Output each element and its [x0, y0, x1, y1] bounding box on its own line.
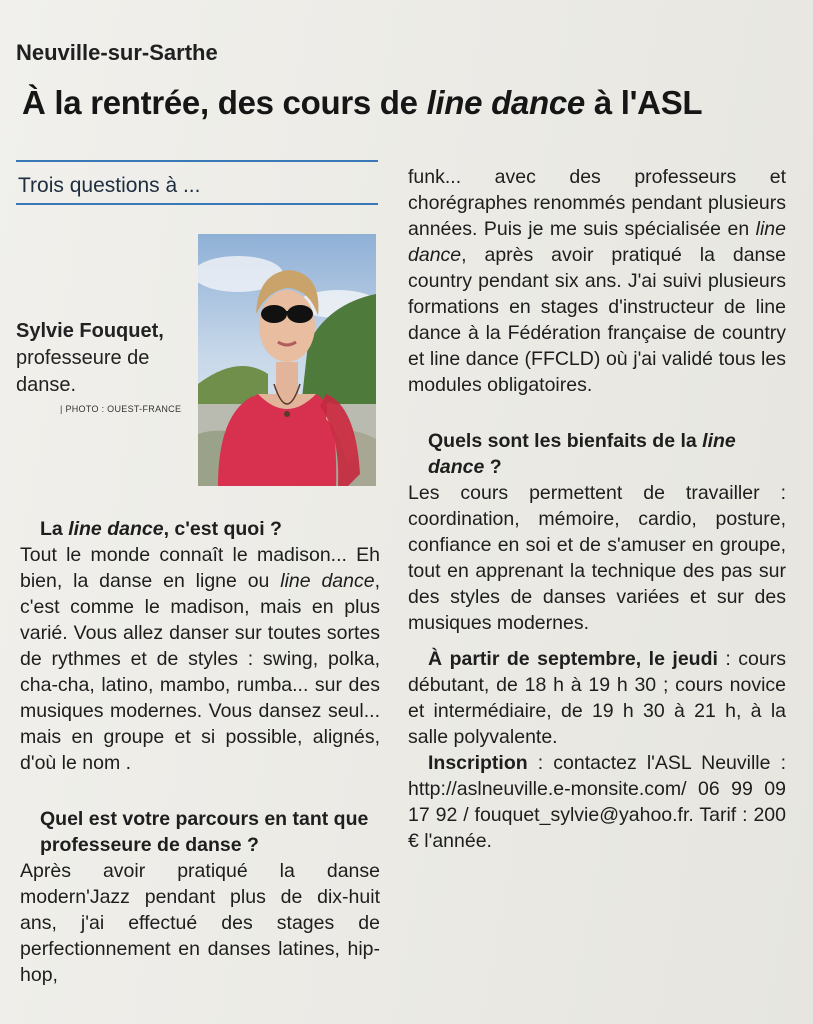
answer-1: [20, 542, 380, 776]
inscription-label: Inscription: [428, 752, 528, 774]
answer-2-italic: line dance: [408, 218, 786, 266]
portrait-photo: [198, 234, 376, 486]
schedule-text: : cours débutant, de 18 h à 19 h 30 ; cours novice et intermédiaire, de 19 h 30 à 21 h, à la salle polyvalente.: [408, 648, 786, 748]
schedule-info: [408, 646, 786, 750]
answer-2-part-2: [408, 164, 786, 398]
column-left: [20, 516, 380, 988]
question-1-italic: line dance: [68, 518, 164, 540]
answer-1-text-1: Tout le monde connaît le madison... Eh bien, la danse en ligne ou: [20, 544, 380, 592]
answer-2-part-1: Après avoir pratiqué la danse modern'Jazz pendant plus de dix-huit ans, j'ai effectué des stages de perfectionnement en danses latines, hip-hop,: [20, 860, 380, 986]
headline-part-1: À la rentrée, des cours de: [22, 84, 427, 121]
section-rule-top: [16, 160, 378, 162]
schedule-label: À partir de septembre, le jeudi: [428, 648, 718, 670]
question-3-text-2: ?: [484, 456, 502, 478]
question-3: [408, 428, 786, 480]
headline-part-2: à l'ASL: [584, 84, 703, 121]
question-2: Quel est votre parcours en tant que professeure de danse ?: [40, 808, 369, 856]
photo-credit: | PHOTO : OUEST-FRANCE: [60, 404, 182, 414]
answer-2-text-1: funk... avec des professeurs et chorégraphes renommés pendant plusieurs années. Puis je me suis spécialisée en: [408, 166, 786, 240]
caption-name: Sylvie Fouquet,: [16, 320, 164, 342]
question-3-italic: line dance: [428, 430, 736, 478]
answer-3: Les cours permettent de travailler : coordination, mémoire, cardio, posture, confiance en soi et de s'amuser en groupe, tout en apprenant la technique des pas sur des styles de danses variées et sur des musiques modernes.: [408, 482, 786, 634]
section-rule-bottom: [16, 203, 378, 205]
article-headline: [22, 84, 802, 122]
column-right: [408, 164, 786, 854]
question-1: [20, 516, 380, 542]
question-1-text-2: , c'est quoi ?: [163, 518, 282, 540]
headline-italic: line dance: [426, 84, 585, 121]
caption-role-line1: professeure de: [16, 347, 150, 369]
locality-heading: Neuville-sur-Sarthe: [16, 40, 218, 65]
inscription-text: : contactez l'ASL Neuville : http://aslneuville.e-monsite.com/ 06 99 09 17 92 / fouquet_sylvie@yahoo.fr. Tarif : 200 € l'année.: [408, 752, 786, 852]
portrait-illustration: [198, 234, 376, 486]
photo-caption: [16, 318, 192, 399]
caption-role-line2: danse.: [16, 374, 77, 396]
question-1-text-1: La: [40, 518, 69, 540]
answer-2-text-2: , après avoir pratiqué la danse country pendant six ans. J'ai suivi plusieurs formations en stages d'instructeur de line dance à la Fédération française de country et line dance (FFCLD) où j'ai validé tous les modules obligatoires.: [408, 244, 786, 396]
section-label: Trois questions à ...: [18, 174, 201, 197]
answer-1-text-2: , c'est comme le madison, mais en plus varié. Vous allez danser sur toutes sortes de rythmes et de styles : swing, polka, cha-cha, latino, mambo, rumba... sur des musiques modernes. Vous dansez seul... mais en groupe et si possible, alignés, d'où le nom .: [20, 570, 381, 774]
answer-1-italic: line dance: [280, 570, 375, 592]
inscription-info: [408, 750, 786, 854]
question-3-text-1: Quels sont les bienfaits de la: [428, 430, 703, 452]
